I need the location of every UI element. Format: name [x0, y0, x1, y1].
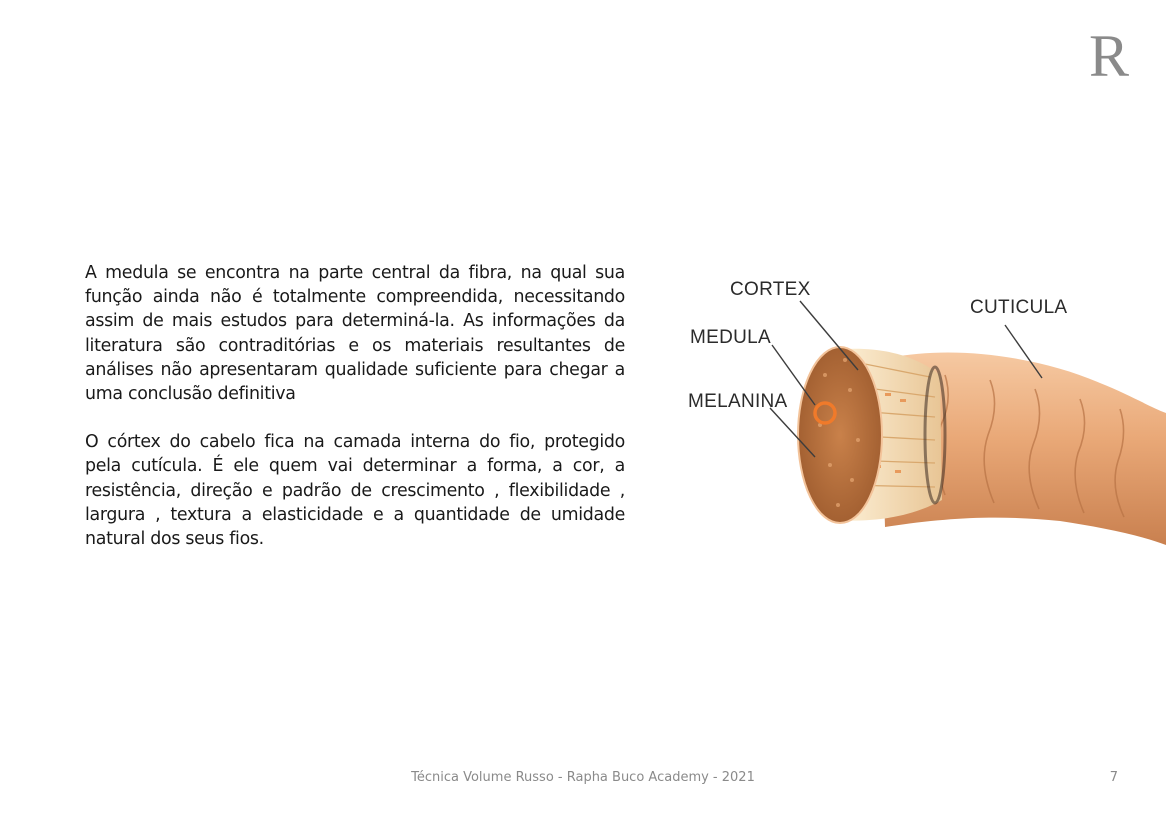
brand-logo: R — [1088, 23, 1130, 89]
label-cuticula: CUTICULA — [970, 297, 1068, 318]
label-melanina: MELANINA — [688, 391, 788, 412]
hair-structure-illustration — [680, 265, 1166, 555]
footer-text: Técnica Volume Russo - Rapha Buco Academy - 2021 — [411, 770, 755, 785]
paragraph-cortex: O córtex do cabelo fica na camada interna do fio, protegido pela cutícula. É ele quem vai determinar a forma, a cor, a resistência, direção e padrão de crescimento , flexibilidade , largura , textura a elasticidade e a quantidade de umidade natural dos seus fios. — [85, 432, 625, 550]
paragraph-medula: A medula se encontra na parte central da fibra, na qual sua função ainda não é totalmente compreendida, necessitando assim de mais estudos para determiná-la. As informações da literatura são contraditórias e os materiais resultantes de análises não apresentaram qualidade suficiente para chegar a uma conclusão definitiva — [85, 263, 625, 405]
body-text — [85, 261, 625, 551]
page-number: 7 — [1109, 770, 1118, 785]
label-medula: MEDULA — [690, 327, 771, 348]
label-cortex: CORTEX — [730, 279, 811, 300]
